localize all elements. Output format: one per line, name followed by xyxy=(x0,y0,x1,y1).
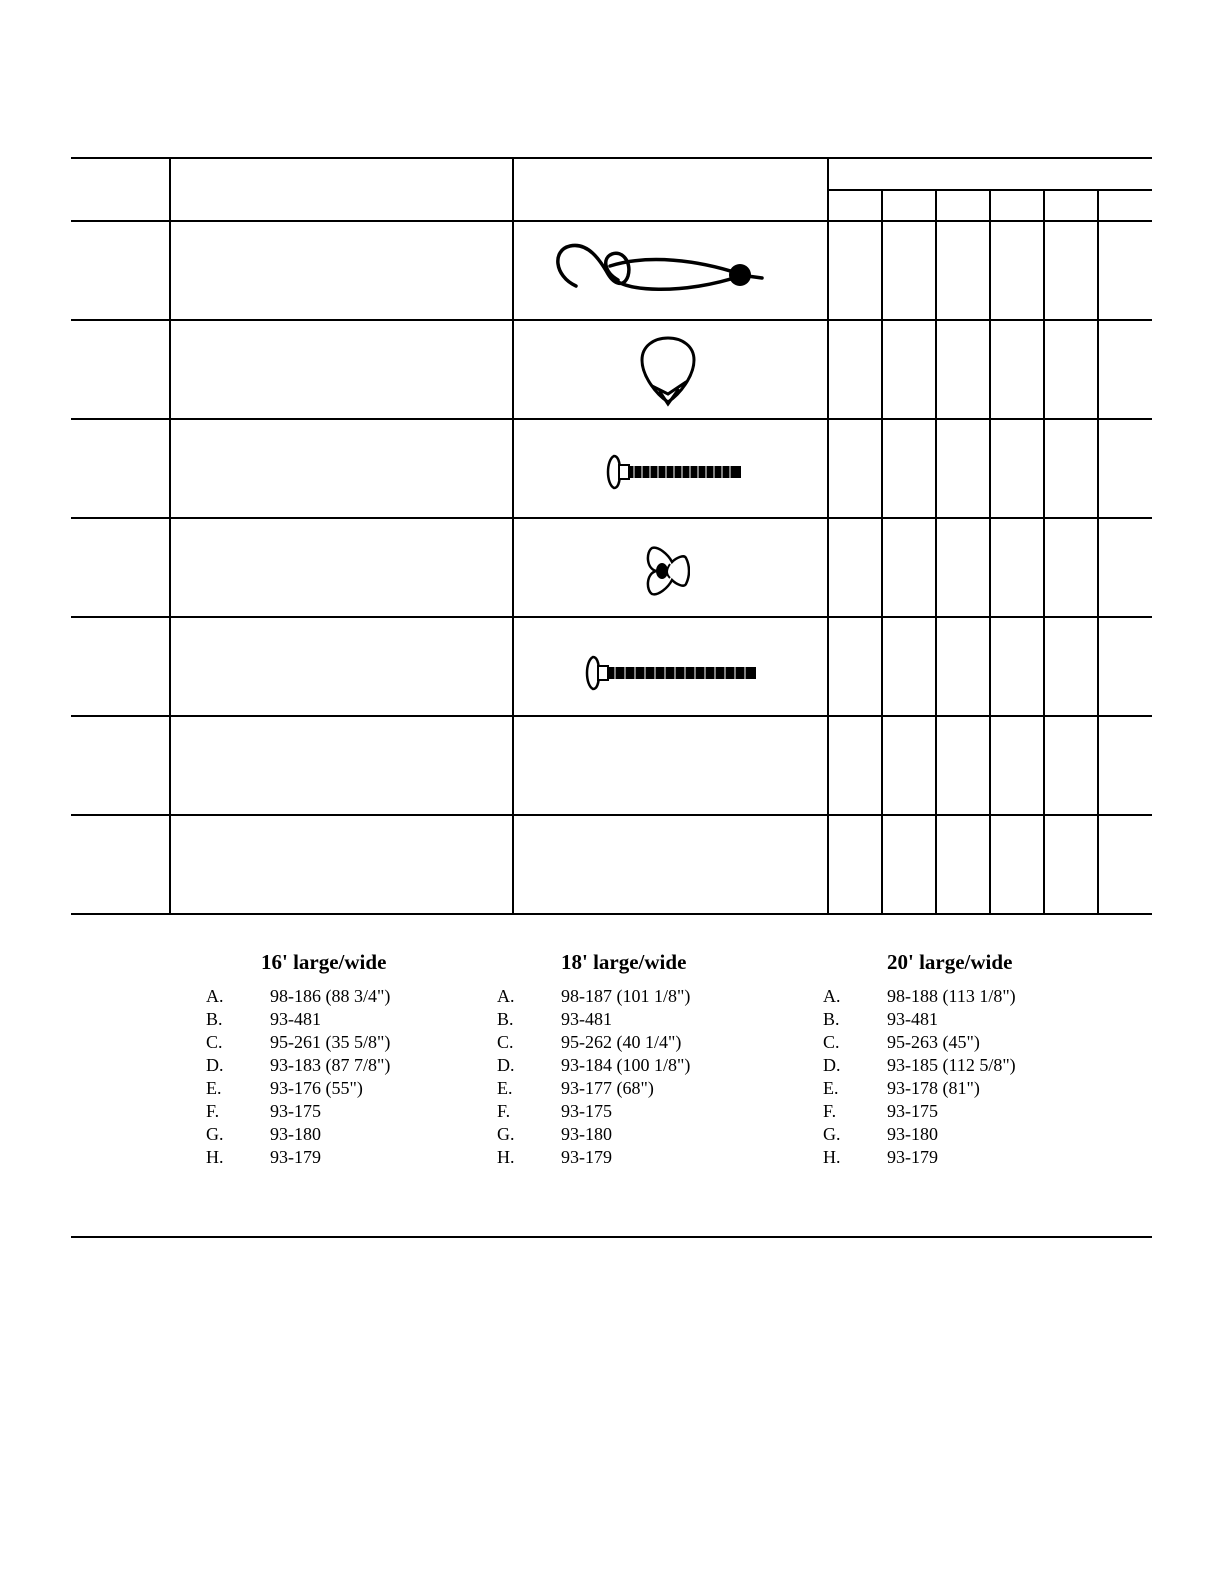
spec-row: B. 93-481 xyxy=(497,1009,612,1029)
spec-row: H. 93-179 xyxy=(497,1147,612,1167)
spec-column-16ft xyxy=(206,950,506,1169)
wing-nut-icon xyxy=(644,544,690,598)
spec-column-18ft xyxy=(497,950,797,1169)
long-carriage-bolt-icon xyxy=(583,653,759,693)
spec-column-20ft xyxy=(823,950,1123,1169)
spec-row: A. 98-186 (88 3/4") xyxy=(206,986,391,1006)
spec-row: E. 93-177 (68") xyxy=(497,1078,654,1098)
short-carriage-bolt-icon xyxy=(604,452,744,492)
spec-title: 16' large/wide xyxy=(261,950,387,974)
spec-row: A. 98-187 (101 1/8") xyxy=(497,986,691,1006)
spec-row: B. 93-481 xyxy=(823,1009,938,1029)
spec-row: F. 93-175 xyxy=(823,1101,938,1121)
spec-row: C. 95-261 (35 5/8") xyxy=(206,1032,391,1052)
spec-row: H. 93-179 xyxy=(206,1147,321,1167)
spec-row: G. 93-180 xyxy=(823,1124,938,1144)
spec-row: H. 93-179 xyxy=(823,1147,938,1167)
spec-title: 18' large/wide xyxy=(561,950,687,974)
spec-row: G. 93-180 xyxy=(206,1124,321,1144)
spec-row: G. 93-180 xyxy=(497,1124,612,1144)
spec-row: C. 95-262 (40 1/4") xyxy=(497,1032,682,1052)
spec-row: F. 93-175 xyxy=(497,1101,612,1121)
spec-row: E. 93-176 (55") xyxy=(206,1078,363,1098)
spec-row: F. 93-175 xyxy=(206,1101,321,1121)
teardrop-clip-icon xyxy=(638,334,698,410)
spec-row: D. 93-185 (112 5/8") xyxy=(823,1055,1016,1075)
spec-row: B. 93-481 xyxy=(206,1009,321,1029)
spec-title: 20' large/wide xyxy=(887,950,1013,974)
spec-row: D. 93-184 (100 1/8") xyxy=(497,1055,691,1075)
spec-row: E. 93-178 (81") xyxy=(823,1078,980,1098)
spec-row: D. 93-183 (87 7/8") xyxy=(206,1055,391,1075)
spec-row: A. 98-188 (113 1/8") xyxy=(823,986,1016,1006)
bungee-cord-with-hook-icon xyxy=(548,236,778,306)
spec-row: C. 95-263 (45") xyxy=(823,1032,980,1052)
